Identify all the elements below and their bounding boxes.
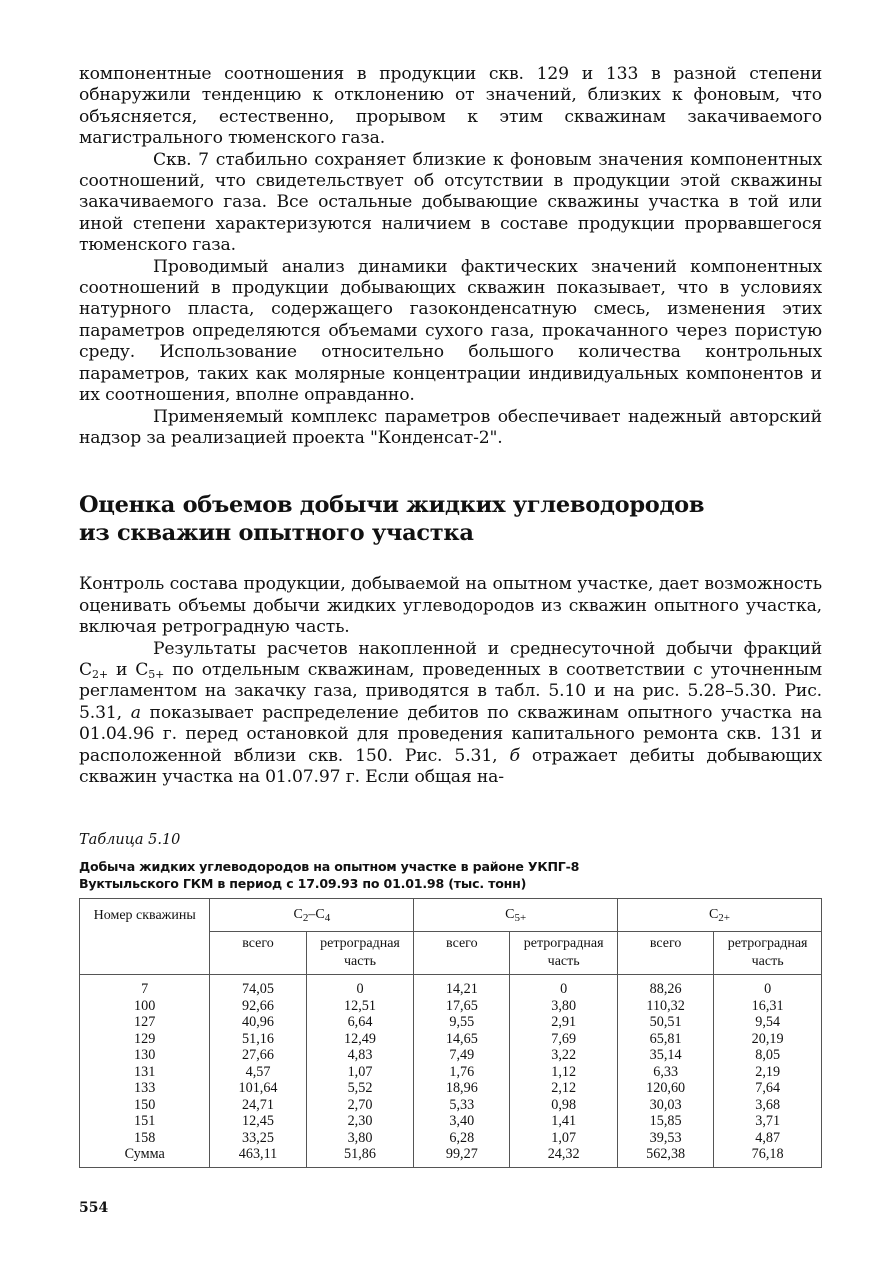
cell-c2-total: 50,51 [617, 1014, 713, 1031]
cell-c2c4-retro: 12,49 [306, 1031, 414, 1048]
cell-c2c4-retro: 3,80 [306, 1130, 414, 1147]
cell-well: Сумма [80, 1146, 210, 1167]
cell-c5-retro: 1,41 [510, 1113, 618, 1130]
cell-c5-retro: 3,80 [510, 998, 618, 1015]
table-title [79, 858, 822, 892]
cell-c2-total: 6,33 [617, 1064, 713, 1081]
cell-c2c4-total: 4,57 [210, 1064, 306, 1081]
cell-c2-total: 562,38 [617, 1146, 713, 1167]
text-fragment: C [79, 659, 93, 680]
section-heading-line-1: Оценка объемов добычи жидких углеводородов [79, 492, 705, 519]
cell-c2c4-total: 12,45 [210, 1113, 306, 1130]
paragraph-dynamics-analysis: Проводимый анализ динамики фактических значений компонентных соотношений в продукции добывающих скважин показывает, что в условиях натурного пласта, содержащего газоконденсатную смесь, изменения этих параметров определяются объемами сухого газа, прокачанного через пористую среду. Использование относительно большого количества контрольных параметров, таких как молярные концентрации индивидуальных компонентов и их соотношения, вполне оправданно. [79, 256, 822, 406]
cell-c2-retro: 20,19 [714, 1031, 822, 1048]
cell-c2c4-total: 92,66 [210, 998, 306, 1015]
cell-c5-total: 17,65 [414, 998, 510, 1015]
header-well-number: Номер скважины [80, 899, 210, 975]
cell-c2-retro: 3,68 [714, 1097, 822, 1114]
cell-c2-total: 110,32 [617, 998, 713, 1015]
cell-c2-retro: 16,31 [714, 998, 822, 1015]
cell-c2-retro: 9,54 [714, 1014, 822, 1031]
cell-c5-total: 14,21 [414, 975, 510, 998]
book-page [79, 64, 822, 1168]
cell-c2c4-total: 101,64 [210, 1080, 306, 1097]
text-fragment: по отдельным скважинам, проведенных в соответствии с уточненным регламентом на закачку газа, приводятся в табл. 5.10 и на рис. 5.28–5.30. Рис. 5.31, [79, 659, 822, 723]
cell-c2-total: 35,14 [617, 1047, 713, 1064]
header-retrograde: ретроградная часть [510, 932, 618, 975]
cell-c2-retro: 3,71 [714, 1113, 822, 1130]
production-table [79, 898, 822, 1168]
cell-c2-total: 39,53 [617, 1130, 713, 1147]
cell-well: 131 [80, 1064, 210, 1081]
cell-c2c4-retro: 51,86 [306, 1146, 414, 1167]
cell-c2-retro: 8,05 [714, 1047, 822, 1064]
table-row [80, 998, 822, 1015]
table-row [80, 1097, 822, 1114]
paragraph-calculation-results [79, 639, 822, 789]
cell-c5-total: 7,49 [414, 1047, 510, 1064]
text-fragment: показывает распределение дебитов по скважинам опытного участка на 01.04.96 г. перед остановкой для проведения капитального ремонта скв. 131 и расположенной вблизи скв. 150. Рис. 5.31, [79, 702, 823, 766]
table-row [80, 1064, 822, 1081]
header-total: всего [414, 932, 510, 975]
cell-well: 7 [80, 975, 210, 998]
cell-c2c4-retro: 2,30 [306, 1113, 414, 1130]
header-retrograde: ретроградная часть [714, 932, 822, 975]
cell-well: 130 [80, 1047, 210, 1064]
cell-well: 129 [80, 1031, 210, 1048]
text-fragment: и [107, 659, 136, 680]
header-total: всего [210, 932, 306, 975]
table-title-line-2: Вуктыльского ГКМ в период с 17.09.93 по 01.01.98 (тыс. тонн) [79, 876, 527, 892]
cell-c5-total: 3,40 [414, 1113, 510, 1130]
cell-c5-retro: 2,91 [510, 1014, 618, 1031]
cell-c2c4-retro: 4,83 [306, 1047, 414, 1064]
cell-c2-retro: 7,64 [714, 1080, 822, 1097]
table-row [80, 1113, 822, 1130]
cell-c5-retro: 24,32 [510, 1146, 618, 1167]
paragraph-composition-control: Контроль состава продукции, добываемой на опытном участке, дает возможность оценивать объемы добычи жидких углеводородов из скважин опытного участка, включая ретроградную часть. [79, 574, 822, 638]
header-group-c2plus: $C_{2+}$ [617, 899, 821, 932]
cell-c2-retro: 76,18 [714, 1146, 822, 1167]
cell-c5-retro: 0 [510, 975, 618, 998]
table-title-line-1: Добыча жидких углеводородов на опытном участке в районе УКПГ-8 [79, 859, 580, 875]
cell-c2c4-total: 74,05 [210, 975, 306, 998]
cell-c2c4-total: 24,71 [210, 1097, 306, 1114]
header-group-c5plus: $C_{5+}$ [414, 899, 618, 932]
cell-c2-total: 30,03 [617, 1097, 713, 1114]
cell-c2-total: 65,81 [617, 1031, 713, 1048]
cell-c5-total: 5,33 [414, 1097, 510, 1114]
cell-c2c4-retro: 1,07 [306, 1064, 414, 1081]
cell-c5-retro: 7,69 [510, 1031, 618, 1048]
paragraph-well-7: Скв. 7 стабильно сохраняет близкие к фоновым значения компонентных соотношений, что свидетельствует об отсутствии в продукции этой скважины закачиваемого газа. Все остальные добывающие скважины участка в той или иной степени характеризуются наличием в составе продукции прорвавшегося тюменского газа. [79, 149, 822, 256]
cell-c2c4-retro: 6,64 [306, 1014, 414, 1031]
table-row [80, 1014, 822, 1031]
cell-well: 100 [80, 998, 210, 1015]
cell-c5-retro: 2,12 [510, 1080, 618, 1097]
paragraph-author-supervision: Применяемый комплекс параметров обеспечивает надежный авторский надзор за реализацией проекта "Конденсат-2". [79, 406, 822, 448]
table-row [80, 975, 822, 998]
figure-ref-b: б [509, 745, 520, 766]
header-retrograde: ретроградная часть [306, 932, 414, 975]
cell-c5-total: 9,55 [414, 1014, 510, 1031]
cell-c2-total: 15,85 [617, 1113, 713, 1130]
cell-c2-retro: 2,19 [714, 1064, 822, 1081]
cell-c5-retro: 1,07 [510, 1130, 618, 1147]
subscript: 5+ [148, 667, 165, 681]
cell-well: 150 [80, 1097, 210, 1114]
subscript: 2+ [92, 667, 108, 681]
section-heading-line-2: из скважин опытного участка [79, 520, 474, 547]
header-group-c2-c4: $C_2-C_4$ [210, 899, 414, 932]
cell-c5-total: 6,28 [414, 1130, 510, 1147]
table-label: Таблица 5.10 [79, 832, 181, 849]
cell-c2c4-retro: 5,52 [306, 1080, 414, 1097]
table-body [80, 975, 822, 1168]
cell-c2-retro: 0 [714, 975, 822, 998]
header-total: всего [617, 932, 713, 975]
cell-c5-retro: 0,98 [510, 1097, 618, 1114]
cell-c2c4-total: 51,16 [210, 1031, 306, 1048]
cell-c2c4-retro: 2,70 [306, 1097, 414, 1114]
cell-c5-total: 18,96 [414, 1080, 510, 1097]
table-row [80, 1130, 822, 1147]
cell-c5-total: 1,76 [414, 1064, 510, 1081]
cell-well: 158 [80, 1130, 210, 1147]
table-row [80, 1146, 822, 1167]
cell-c2c4-retro: 0 [306, 975, 414, 998]
cell-c2-total: 120,60 [617, 1080, 713, 1097]
cell-c2-total: 88,26 [617, 975, 713, 998]
cell-c2c4-total: 33,25 [210, 1130, 306, 1147]
cell-c5-total: 14,65 [414, 1031, 510, 1048]
cell-c5-total: 99,27 [414, 1146, 510, 1167]
cell-c2-retro: 4,87 [714, 1130, 822, 1147]
table-row [80, 1047, 822, 1064]
cell-c2c4-total: 40,96 [210, 1014, 306, 1031]
figure-ref-a: а [130, 702, 141, 723]
text-fragment: Результаты расчетов накопленной и среднесуточной добычи фракций [153, 638, 822, 659]
cell-well: 127 [80, 1014, 210, 1031]
cell-well: 133 [80, 1080, 210, 1097]
text-fragment: C [135, 659, 149, 680]
table-row [80, 1031, 822, 1048]
cell-c5-retro: 3,22 [510, 1047, 618, 1064]
text-fragment: отражает дебиты добывающих скважин участка на 01.07.97 г. Если общая на- [79, 745, 822, 787]
cell-c2c4-total: 463,11 [210, 1146, 306, 1167]
cell-well: 151 [80, 1113, 210, 1130]
page-number: 554 [79, 1200, 109, 1216]
cell-c2c4-total: 27,66 [210, 1047, 306, 1064]
table-row [80, 1080, 822, 1097]
cell-c2c4-retro: 12,51 [306, 998, 414, 1015]
paragraph-continuation: компонентные соотношения в продукции скв. 129 и 133 в разной степени обнаружили тенденцию к отклонению от значений, близких к фоновым, что объясняется, естественно, прорывом к этим скважинам закачиваемого магистрального тюменского газа. [79, 64, 822, 149]
cell-c5-retro: 1,12 [510, 1064, 618, 1081]
section-heading [79, 491, 822, 547]
